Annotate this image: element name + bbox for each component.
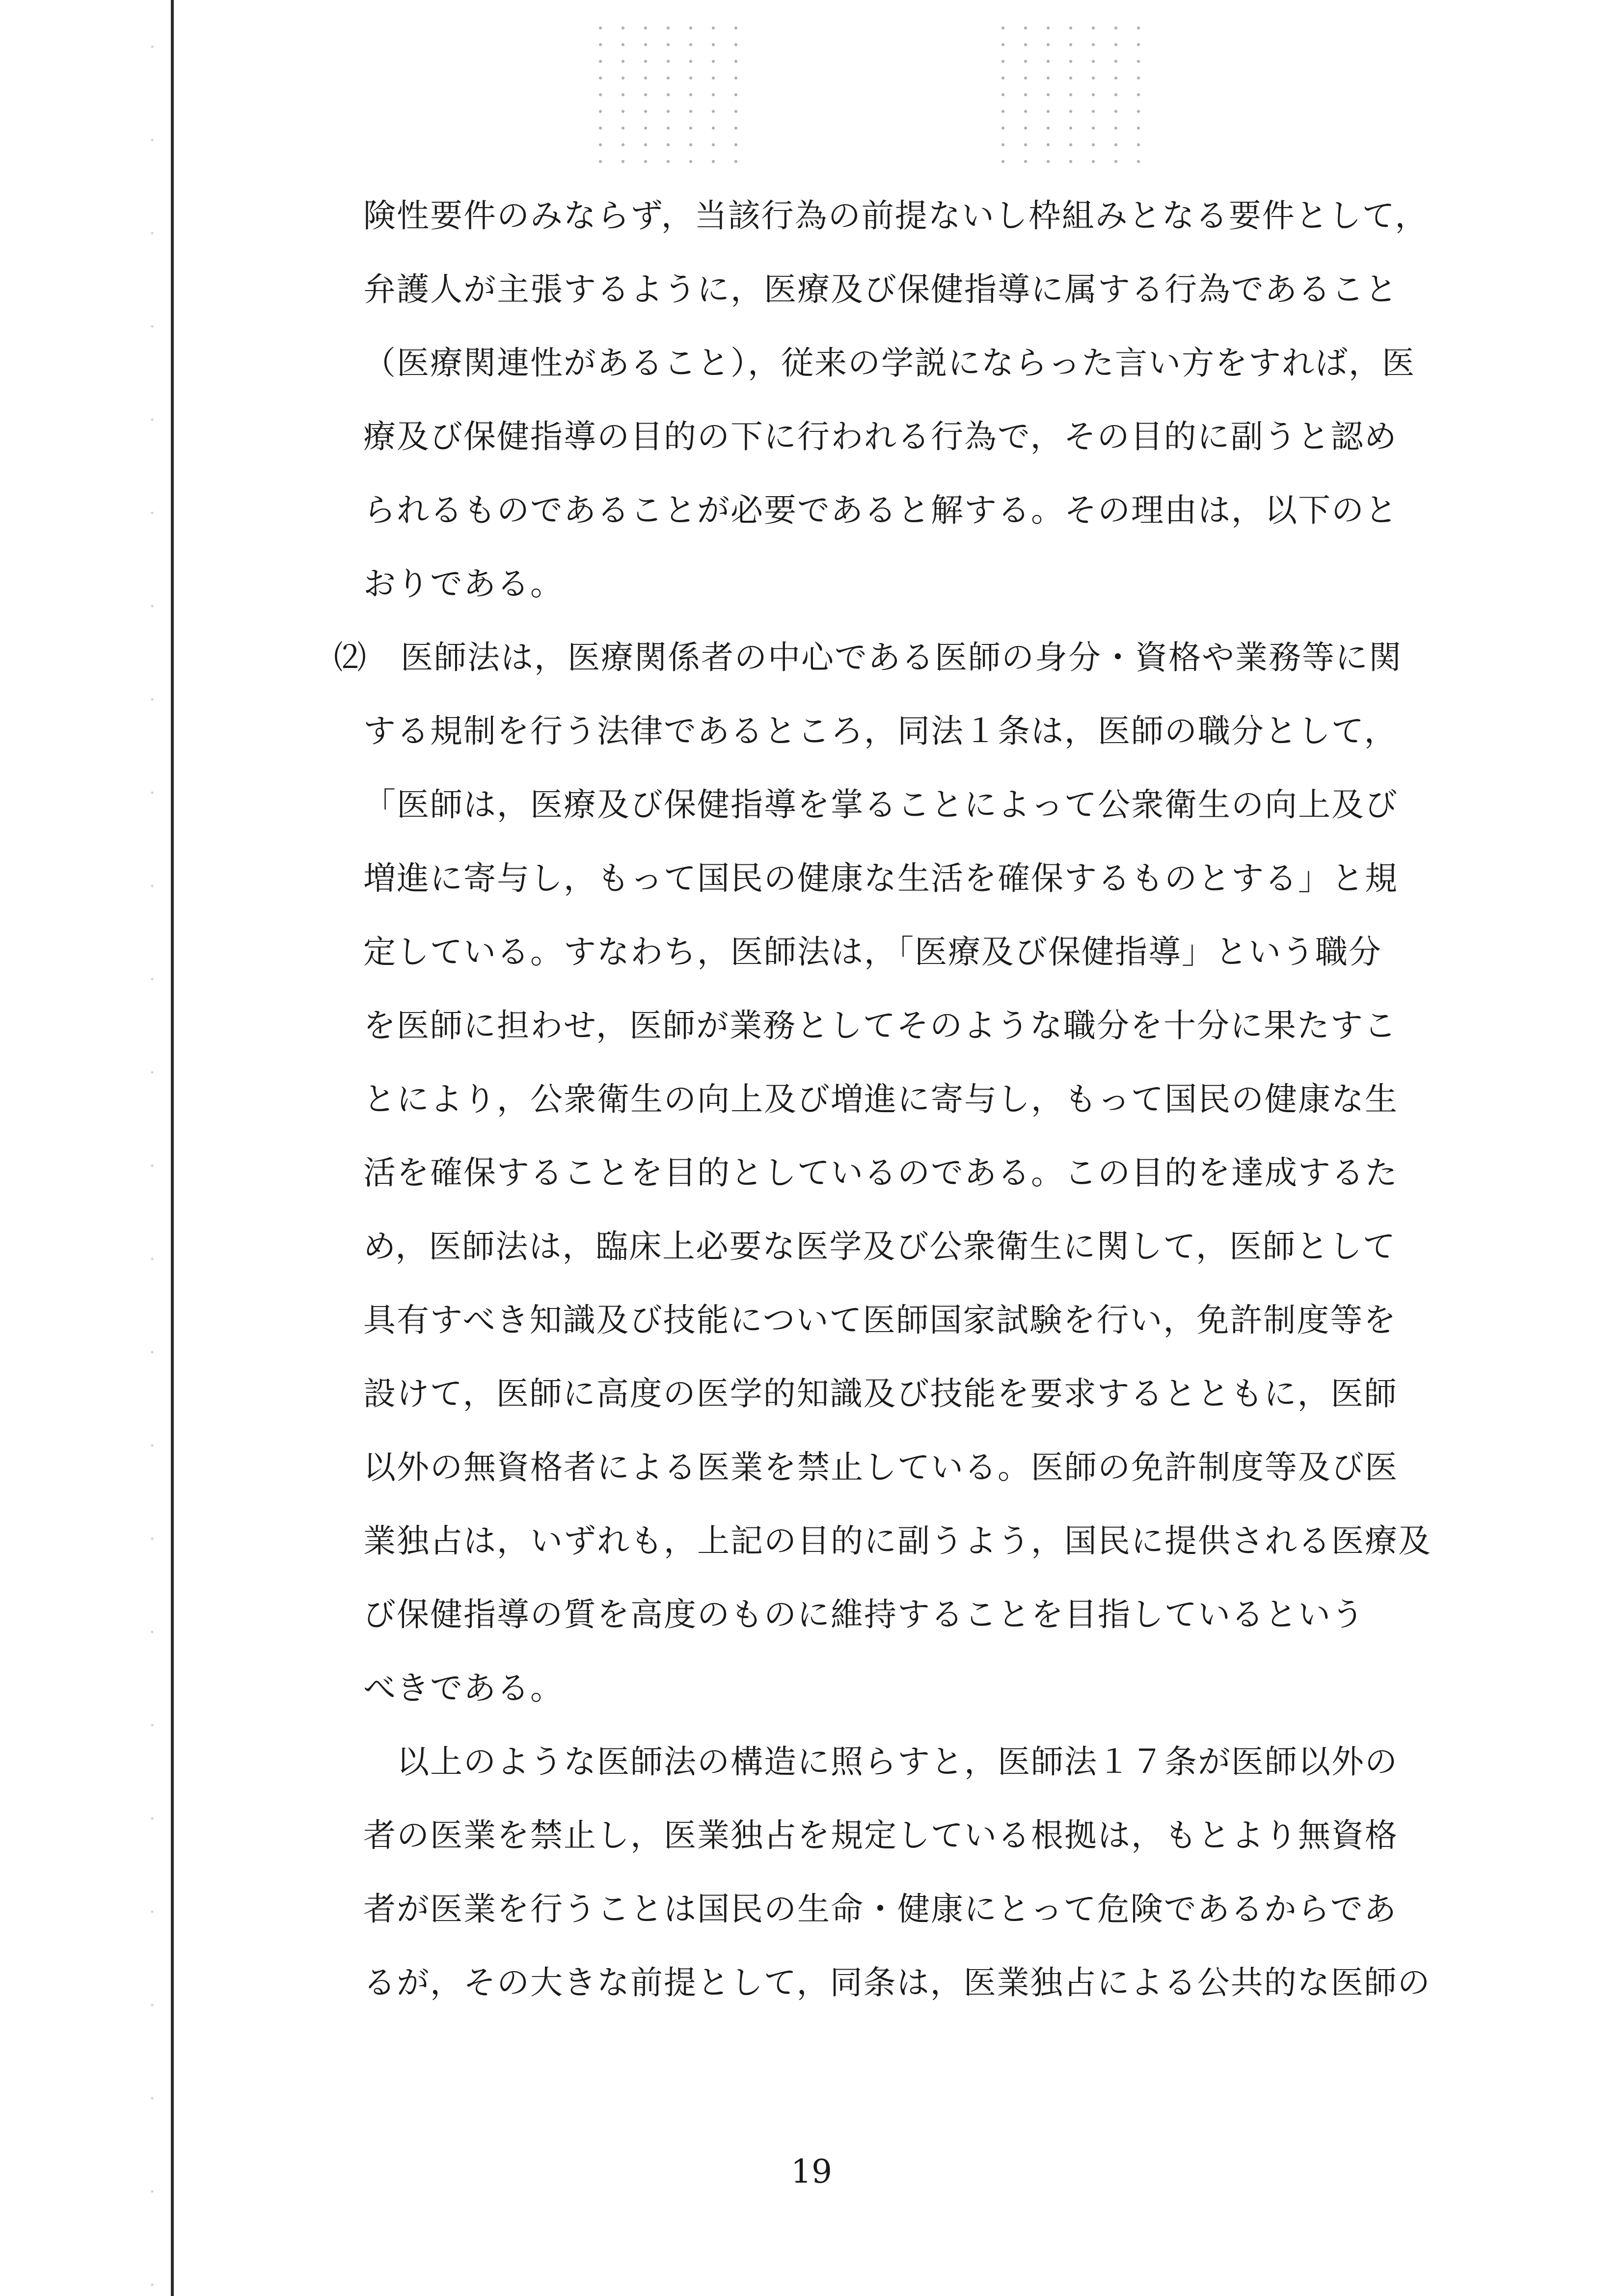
text-line: 「医師は，医療及び保健指導を掌ることによって公衆衛生の向上及び: [363, 786, 1398, 824]
text-line: 弁護人が主張するように，医療及び保健指導に属する行為であること: [363, 270, 1398, 308]
text-line: 活を確保することを目的としているのである。この目的を達成するた: [363, 1154, 1398, 1192]
page-number: 19: [791, 2153, 832, 2190]
text-line: 者の医業を禁止し，医業独占を規定している根拠は，もとより無資格: [363, 1816, 1398, 1854]
text-line: 業独占は，いずれも，上記の目的に副うよう，国民に提供される医療及: [363, 1522, 1432, 1560]
section-heading-line: ⑵ 医師法は，医療関係者の中心である医師の身分・資格や業務等に関: [334, 639, 1402, 676]
binding-edge-speckle: [142, 0, 162, 2296]
text-line: を医師に担わせ，医師が業務としてそのような職分を十分に果たすこ: [363, 1007, 1398, 1044]
text-line: 以上のような医師法の構造に照らすと，医師法１７条が医師以外の: [363, 1743, 1398, 1781]
text-line: 以外の無資格者による医業を禁止している。医師の免許制度等及び医: [363, 1448, 1398, 1486]
text-line: 定している。すなわち，医師法は，「医療及び保健指導」という職分: [363, 933, 1382, 971]
text-line: 増進に寄与し，もって国民の健康な生活を確保するものとする」と規: [363, 859, 1398, 897]
text-line: るが，その大きな前提として，同条は，医業独占による公共的な医師の: [363, 1964, 1431, 2002]
text-line: （医療関連性があること），従来の学説にならった言い方をすれば，医: [363, 344, 1415, 382]
text-line: 者が医業を行うことは国民の生命・健康にとって危険であるからであ: [363, 1890, 1398, 1928]
text-line: 設けて，医師に高度の医学的知識及び技能を要求するとともに，医師: [363, 1375, 1398, 1413]
text-line: とにより，公衆衛生の向上及び増進に寄与し，もって国民の健康な生: [363, 1080, 1398, 1118]
scan-artifact-dots-right: [992, 20, 1154, 167]
text-line: おりである。: [363, 565, 564, 603]
text-line: 具有すべき知識及び技能について医師国家試験を行い，免許制度等を: [363, 1301, 1397, 1339]
text-line: られるものであることが必要であると解する。その理由は，以下のと: [363, 491, 1398, 529]
text-line: べきである。: [363, 1669, 564, 1707]
text-line: め，医師法は，臨床上必要な医学及び公衆衛生に関して，医師として: [363, 1228, 1397, 1265]
scan-artifact-dots-left: [589, 20, 751, 167]
text-line: び保健指導の質を高度のものに維持することを目指しているという: [363, 1596, 1365, 1633]
text-line: する規制を行う法律であるところ，同法１条は，医師の職分として，: [363, 712, 1398, 750]
binding-edge-line: [171, 0, 174, 2296]
text-line: 療及び保健指導の目的の下に行われる行為で，その目的に副うと認め: [363, 418, 1398, 455]
text-line: 険性要件のみならず，当該行為の前提ないし枠組みとなる要件として，: [363, 197, 1429, 235]
